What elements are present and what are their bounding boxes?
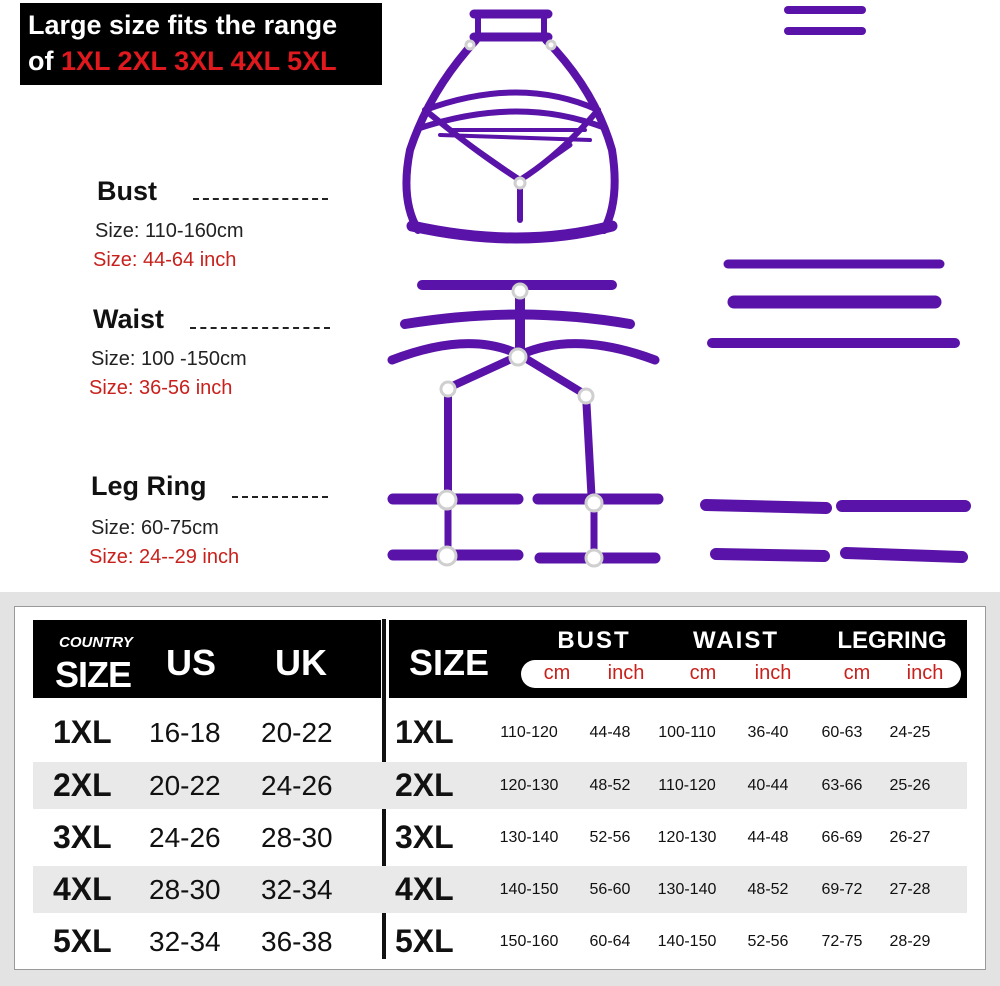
row-leg-cm: 60-63 xyxy=(821,724,863,741)
waist-label: Waist xyxy=(93,304,165,334)
row-waist-inch: 40-44 xyxy=(747,777,789,794)
row-leg-inch: 24-25 xyxy=(889,724,931,741)
header-size-left: SIZE xyxy=(55,654,132,695)
bust-size-inch: Size: 44-64 inch xyxy=(93,249,237,271)
header-legring: LEGRING xyxy=(837,627,947,654)
row-leg-cm: 72-75 xyxy=(821,933,863,950)
row-uk: 36-38 xyxy=(261,926,333,957)
header-waist: WAIST xyxy=(693,627,779,654)
row-leg-cm: 66-69 xyxy=(821,829,863,846)
waist-size-cm: Size: 100 -150cm xyxy=(91,348,247,370)
header-uk: UK xyxy=(275,642,327,683)
unit-waist-inch: inch xyxy=(754,662,792,684)
row-waist-inch: 52-56 xyxy=(747,933,789,950)
row-leg-inch: 25-26 xyxy=(889,777,931,794)
row-waist-inch: 48-52 xyxy=(747,881,789,898)
size-table xyxy=(14,606,986,970)
header-country: COUNTRY xyxy=(59,634,133,651)
row-us: 16-18 xyxy=(149,717,221,748)
row-uk: 32-34 xyxy=(261,874,333,905)
row-size-right: 3XL xyxy=(395,819,454,855)
banner-line-1: Large size fits the range xyxy=(28,10,338,40)
row-size-right: 4XL xyxy=(395,871,454,907)
header-bust: BUST xyxy=(557,627,631,654)
row-us: 20-22 xyxy=(149,770,221,801)
row-leg-inch: 27-28 xyxy=(889,881,931,898)
row-bust-cm: 140-150 xyxy=(499,881,559,898)
row-size: 4XL xyxy=(53,871,112,907)
table-row xyxy=(33,866,967,913)
row-leg-cm: 63-66 xyxy=(821,777,863,794)
row-bust-inch: 60-64 xyxy=(589,933,631,950)
banner-sizes: 1XL 2XL 3XL 4XL 5XL xyxy=(61,46,337,76)
row-bust-inch: 44-48 xyxy=(589,724,631,741)
row-bust-cm: 110-120 xyxy=(500,724,558,741)
row-uk: 20-22 xyxy=(261,717,333,748)
leg-ring-leader-line xyxy=(232,496,328,498)
table-header-right xyxy=(389,620,967,698)
bust-label: Bust xyxy=(97,176,157,206)
row-size: 5XL xyxy=(53,923,112,959)
unit-bust-inch: inch xyxy=(607,662,645,684)
row-uk: 28-30 xyxy=(261,822,333,853)
unit-leg-inch: inch xyxy=(906,662,944,684)
row-bust-cm: 130-140 xyxy=(499,829,559,846)
row-us: 24-26 xyxy=(149,822,221,853)
unit-leg-cm: cm xyxy=(843,662,871,684)
banner-line-2 xyxy=(28,43,374,79)
bust-size-cm: Size: 110-160cm xyxy=(95,220,244,242)
row-size-right: 5XL xyxy=(395,923,454,959)
row-leg-cm: 69-72 xyxy=(821,881,863,898)
row-us: 28-30 xyxy=(149,874,221,905)
row-bust-inch: 56-60 xyxy=(589,881,631,898)
table-row xyxy=(33,762,967,809)
row-bust-cm: 120-130 xyxy=(499,777,559,794)
table-row xyxy=(33,709,967,756)
leg-ring-size-inch: Size: 24--29 inch xyxy=(89,546,240,568)
banner-prefix: of xyxy=(28,46,54,76)
row-bust-inch: 48-52 xyxy=(589,777,631,794)
size-range-banner xyxy=(20,3,382,85)
row-size-right: 1XL xyxy=(395,714,454,750)
row-size: 1XL xyxy=(53,714,112,750)
harness-product-image xyxy=(385,0,1000,590)
row-waist-cm: 140-150 xyxy=(657,933,717,950)
header-size-right: SIZE xyxy=(409,642,490,683)
unit-bust-cm: cm xyxy=(543,662,571,684)
row-us: 32-34 xyxy=(149,926,221,957)
waist-leader-line xyxy=(190,327,330,329)
bust-leader-line xyxy=(193,198,328,200)
row-size: 3XL xyxy=(53,819,112,855)
table-row xyxy=(33,814,967,861)
table-header-left xyxy=(33,620,381,698)
row-waist-inch: 44-48 xyxy=(747,829,789,846)
leg-ring-size-cm: Size: 60-75cm xyxy=(91,517,219,539)
row-bust-cm: 150-160 xyxy=(499,933,559,950)
row-uk: 24-26 xyxy=(261,770,333,801)
unit-waist-cm: cm xyxy=(689,662,717,684)
size-table-section xyxy=(0,592,1000,986)
row-size: 2XL xyxy=(53,767,112,803)
leg-ring-label: Leg Ring xyxy=(91,471,207,501)
row-waist-cm: 120-130 xyxy=(657,829,717,846)
row-bust-inch: 52-56 xyxy=(589,829,631,846)
table-row xyxy=(33,918,967,965)
row-size-right: 2XL xyxy=(395,767,454,803)
header-us: US xyxy=(166,642,217,683)
row-waist-cm: 100-110 xyxy=(658,724,716,741)
row-leg-inch: 28-29 xyxy=(889,933,931,950)
row-waist-cm: 110-120 xyxy=(658,777,716,794)
row-waist-cm: 130-140 xyxy=(657,881,717,898)
row-leg-inch: 26-27 xyxy=(889,829,931,846)
row-waist-inch: 36-40 xyxy=(747,724,789,741)
waist-size-inch: Size: 36-56 inch xyxy=(89,377,233,399)
